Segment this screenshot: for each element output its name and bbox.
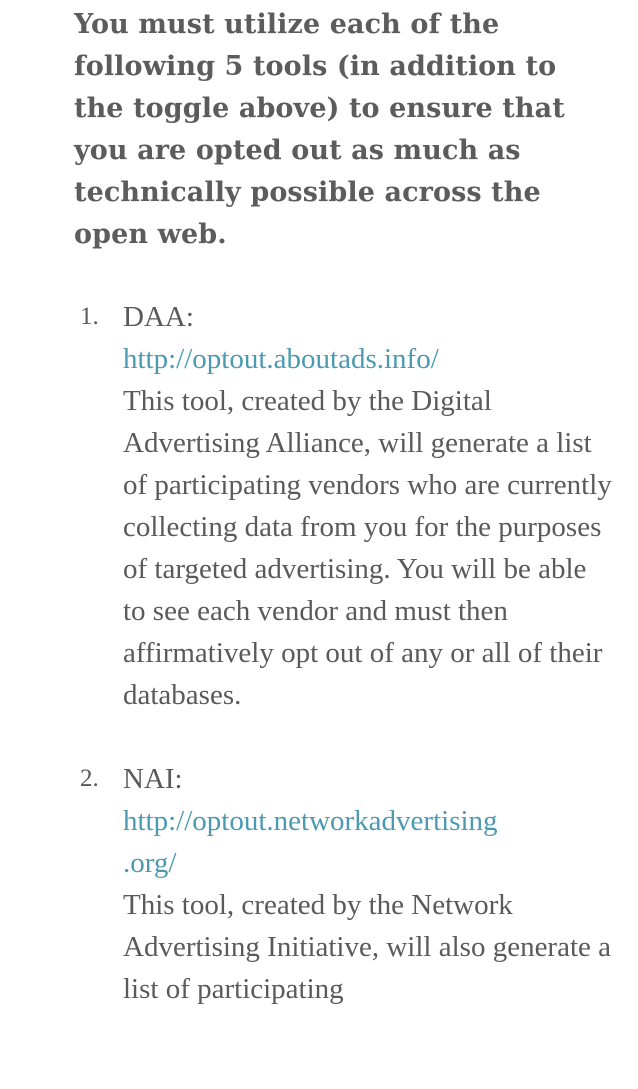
tool-name-nai: NAI: — [123, 763, 183, 795]
nai-link-line-2: .org/ — [123, 847, 177, 879]
tool-description-nai: This tool, created by the Network Advertising Initiative, will also generate a list of participating — [123, 889, 612, 1005]
opt-out-tools-list — [0, 296, 638, 1052]
list-item-daa — [0, 296, 613, 716]
list-number: 1. — [80, 303, 99, 330]
list-number: 2. — [80, 765, 99, 792]
list-item-nai — [0, 758, 613, 1010]
nai-link-line-1: http://optout.networkadvertising — [123, 805, 498, 837]
tool-name-daa: DAA: — [123, 301, 194, 333]
daa-optout-link[interactable]: http://optout.aboutads.info/ — [123, 343, 439, 375]
nai-optout-link[interactable] — [123, 800, 613, 884]
opt-out-instructions: You must utilize each of the following 5 tools (in addition to the toggle above) to ensure that you are opted out as much as technically possible across the open web. — [74, 9, 565, 250]
tool-description-daa: This tool, created by the Digital Advertising Alliance, will generate a list of participating vendors who are currently collecting data from you for the purposes of targeted advertising. You will be able to see each vendor and must then affirmatively opt out of any or all of their databases. — [123, 385, 612, 711]
